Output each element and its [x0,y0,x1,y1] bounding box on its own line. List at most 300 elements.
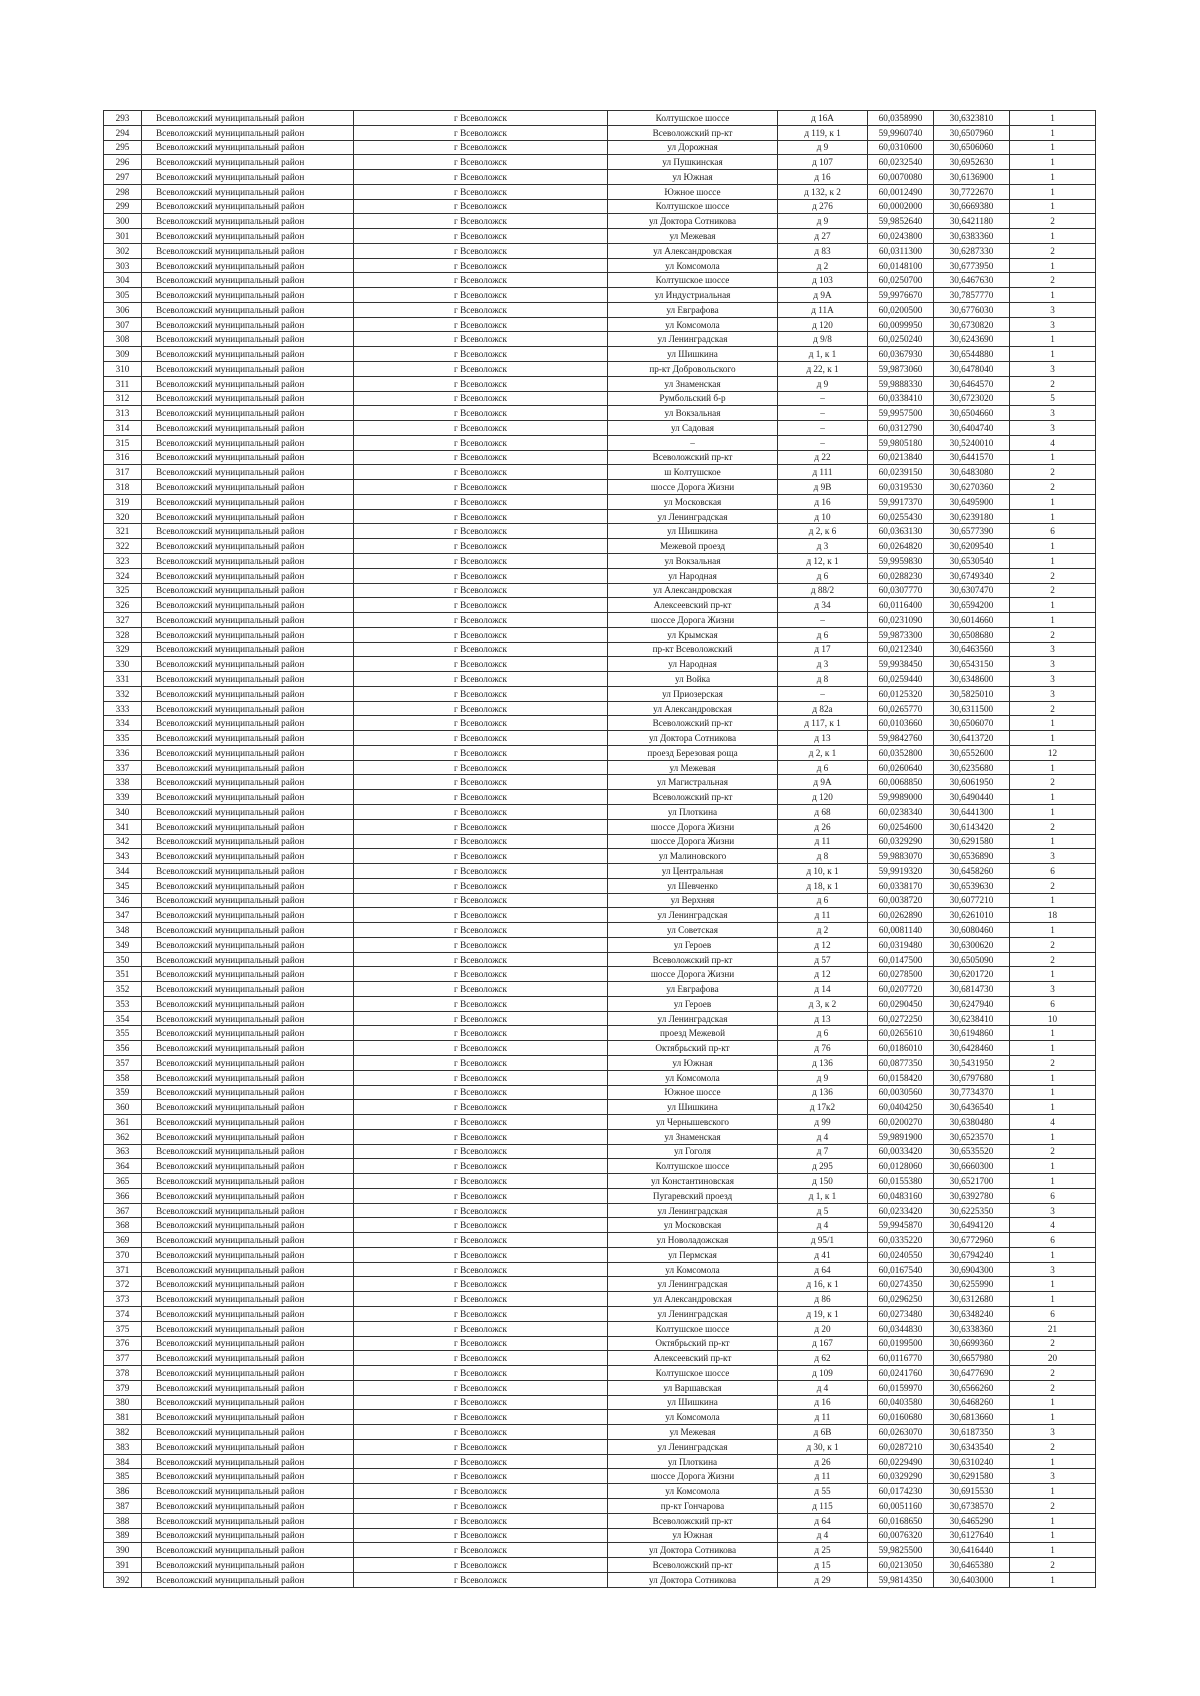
table-row [104,864,1096,879]
count-cell: 1 [1010,1410,1096,1425]
row-number: 350 [104,952,142,967]
district-cell: Всеволожский муниципальный район [142,701,354,716]
count-cell: 6 [1010,864,1096,879]
city-cell: г Всеволожск [354,1410,608,1425]
latitude-cell: 60,0186010 [868,1041,934,1056]
count-cell: 1 [1010,1528,1096,1543]
street-cell: ул Александровская [608,1292,778,1307]
latitude-cell: 60,0274350 [868,1277,934,1292]
city-cell: г Всеволожск [354,317,608,332]
street-cell: ул Чернышевского [608,1115,778,1130]
row-number: 362 [104,1129,142,1144]
longitude-cell: 30,6463560 [934,642,1010,657]
count-cell: 1 [1010,1174,1096,1189]
city-cell: г Всеволожск [354,967,608,982]
house-cell: д 5 [778,1203,868,1218]
street-cell: ул Доктора Сотникова [608,731,778,746]
longitude-cell: 30,6465290 [934,1513,1010,1528]
row-number: 372 [104,1277,142,1292]
latitude-cell: 60,0329290 [868,834,934,849]
house-cell: д 9 [778,376,868,391]
latitude-cell: 59,9814350 [868,1572,934,1587]
district-cell: Всеволожский муниципальный район [142,199,354,214]
city-cell: г Всеволожск [354,1498,608,1513]
street-cell: ул Доктора Сотникова [608,214,778,229]
longitude-cell: 30,6507960 [934,125,1010,140]
count-cell: 2 [1010,243,1096,258]
count-cell: 2 [1010,376,1096,391]
table-row [104,1543,1096,1558]
longitude-cell: 30,6772960 [934,1233,1010,1248]
count-cell: 1 [1010,967,1096,982]
city-cell: г Всеволожск [354,1307,608,1322]
street-cell: Колтушское шоссе [608,199,778,214]
longitude-cell: 30,6813660 [934,1410,1010,1425]
longitude-cell: 30,6312680 [934,1292,1010,1307]
table-row [104,170,1096,185]
house-cell: д 9 [778,1070,868,1085]
city-cell: г Всеволожск [354,1188,608,1203]
street-cell: ул Знаменская [608,376,778,391]
city-cell: г Всеволожск [354,125,608,140]
longitude-cell: 30,6307470 [934,583,1010,598]
city-cell: г Всеволожск [354,1056,608,1071]
table-row [104,1366,1096,1381]
count-cell: 3 [1010,642,1096,657]
city-cell: г Всеволожск [354,1469,608,1484]
house-cell: д 109 [778,1366,868,1381]
table-row [104,775,1096,790]
table-row [104,1410,1096,1425]
house-cell: д 10 [778,509,868,524]
longitude-cell: 30,6261010 [934,908,1010,923]
house-cell: д 3 [778,657,868,672]
district-cell: Всеволожский муниципальный район [142,317,354,332]
city-cell: г Всеволожск [354,716,608,731]
street-cell: ул Ленинградская [608,908,778,923]
row-number: 310 [104,362,142,377]
latitude-cell: 60,0229490 [868,1454,934,1469]
table-row [104,834,1096,849]
city-cell: г Всеволожск [354,170,608,185]
district-cell: Всеволожский муниципальный район [142,1425,354,1440]
longitude-cell: 30,5825010 [934,686,1010,701]
house-cell: д 12 [778,937,868,952]
count-cell: 1 [1010,1292,1096,1307]
city-cell: г Всеволожск [354,1129,608,1144]
latitude-cell: 59,9960740 [868,125,934,140]
city-cell: г Всеволожск [354,1454,608,1469]
district-cell: Всеволожский муниципальный район [142,731,354,746]
longitude-cell: 30,6669380 [934,199,1010,214]
house-cell: д 276 [778,199,868,214]
house-cell: д 1, к 1 [778,347,868,362]
latitude-cell: 60,0068850 [868,775,934,790]
table-row [104,258,1096,273]
latitude-cell: 60,0264820 [868,539,934,554]
table-row [104,1144,1096,1159]
district-cell: Всеволожский муниципальный район [142,937,354,952]
longitude-cell: 30,6749340 [934,568,1010,583]
house-cell: д 9 [778,140,868,155]
row-number: 301 [104,229,142,244]
street-cell: ул Южная [608,1056,778,1071]
house-cell: д 103 [778,273,868,288]
longitude-cell: 30,7857770 [934,288,1010,303]
city-cell: г Всеволожск [354,1159,608,1174]
longitude-cell: 30,7734370 [934,1085,1010,1100]
district-cell: Всеволожский муниципальный район [142,243,354,258]
latitude-cell: 60,0174230 [868,1484,934,1499]
table-row [104,1469,1096,1484]
latitude-cell: 60,0238340 [868,804,934,819]
city-cell: г Всеволожск [354,155,608,170]
longitude-cell: 30,6504660 [934,406,1010,421]
street-cell: ул Константиновская [608,1174,778,1189]
count-cell: 3 [1010,421,1096,436]
latitude-cell: 60,0310600 [868,140,934,155]
row-number: 304 [104,273,142,288]
row-number: 383 [104,1439,142,1454]
latitude-cell: 60,0241760 [868,1366,934,1381]
latitude-cell: 59,9989000 [868,790,934,805]
street-cell: ул Доктора Сотникова [608,1572,778,1587]
house-cell: д 6 [778,1026,868,1041]
latitude-cell: 59,9888330 [868,376,934,391]
city-cell: г Всеволожск [354,1425,608,1440]
district-cell: Всеволожский муниципальный район [142,1307,354,1322]
district-cell: Всеволожский муниципальный район [142,391,354,406]
district-cell: Всеволожский муниципальный район [142,1115,354,1130]
longitude-cell: 30,6225350 [934,1203,1010,1218]
row-number: 302 [104,243,142,258]
district-cell: Всеволожский муниципальный район [142,982,354,997]
latitude-cell: 59,9873300 [868,627,934,642]
latitude-cell: 60,0311300 [868,243,934,258]
longitude-cell: 30,6506070 [934,716,1010,731]
district-cell: Всеволожский муниципальный район [142,745,354,760]
house-cell: д 9В [778,480,868,495]
count-cell: 2 [1010,1336,1096,1351]
latitude-cell: 60,0329290 [868,1469,934,1484]
district-cell: Всеволожский муниципальный район [142,539,354,554]
city-cell: г Всеволожск [354,790,608,805]
house-cell: д 68 [778,804,868,819]
longitude-cell: 30,6490440 [934,790,1010,805]
city-cell: г Всеволожск [354,465,608,480]
count-cell: 1 [1010,539,1096,554]
city-cell: г Всеволожск [354,362,608,377]
latitude-cell: 59,9805180 [868,435,934,450]
count-cell: 1 [1010,923,1096,938]
district-cell: Всеволожский муниципальный район [142,952,354,967]
house-cell: – [778,421,868,436]
latitude-cell: 60,0255430 [868,509,934,524]
district-cell: Всеволожский муниципальный район [142,1513,354,1528]
latitude-cell: 59,9883070 [868,849,934,864]
row-number: 319 [104,494,142,509]
city-cell: г Всеволожск [354,450,608,465]
district-cell: Всеволожский муниципальный район [142,893,354,908]
longitude-cell: 30,6413720 [934,731,1010,746]
house-cell: д 136 [778,1056,868,1071]
table-row [104,790,1096,805]
city-cell: г Всеволожск [354,1336,608,1351]
district-cell: Всеволожский муниципальный район [142,494,354,509]
latitude-cell: 60,0213840 [868,450,934,465]
street-cell: ул Малиновского [608,849,778,864]
street-cell: ул Шишкина [608,524,778,539]
district-cell: Всеволожский муниципальный район [142,1543,354,1558]
row-number: 389 [104,1528,142,1543]
row-number: 334 [104,716,142,731]
house-cell: д 16А [778,111,868,126]
house-cell: д 16 [778,170,868,185]
street-cell: ул Межевая [608,1425,778,1440]
row-number: 373 [104,1292,142,1307]
house-cell: д 41 [778,1247,868,1262]
table-row [104,672,1096,687]
table-row [104,1085,1096,1100]
row-number: 342 [104,834,142,849]
longitude-cell: 30,6421180 [934,214,1010,229]
house-cell: д 6 [778,893,868,908]
street-cell: ул Советская [608,923,778,938]
table-row [104,657,1096,672]
house-cell: д 2, к 6 [778,524,868,539]
house-cell: д 15 [778,1558,868,1573]
row-number: 341 [104,819,142,834]
street-cell: ул Ленинградская [608,332,778,347]
house-cell: д 167 [778,1336,868,1351]
longitude-cell: 30,6536890 [934,849,1010,864]
house-cell: д 3 [778,539,868,554]
count-cell: 6 [1010,1233,1096,1248]
district-cell: Всеволожский муниципальный район [142,1277,354,1292]
district-cell: Всеволожский муниципальный район [142,1292,354,1307]
count-cell: 5 [1010,391,1096,406]
longitude-cell: 30,6577390 [934,524,1010,539]
street-cell: Южное шоссе [608,1085,778,1100]
street-cell: ул Александровская [608,583,778,598]
street-cell: проезд Березовая роща [608,745,778,760]
district-cell: Всеволожский муниципальный район [142,302,354,317]
latitude-cell: 60,0290450 [868,996,934,1011]
table-row [104,613,1096,628]
table-row [104,1159,1096,1174]
city-cell: г Всеволожск [354,1528,608,1543]
longitude-cell: 30,6338360 [934,1321,1010,1336]
district-cell: Всеволожский муниципальный район [142,480,354,495]
row-number: 368 [104,1218,142,1233]
latitude-cell: 60,0128060 [868,1159,934,1174]
row-number: 391 [104,1558,142,1573]
count-cell: 1 [1010,1070,1096,1085]
row-number: 357 [104,1056,142,1071]
district-cell: Всеволожский муниципальный район [142,1159,354,1174]
city-cell: г Всеволожск [354,864,608,879]
count-cell: 2 [1010,1439,1096,1454]
house-cell: д 2 [778,923,868,938]
latitude-cell: 60,0335220 [868,1233,934,1248]
longitude-cell: 30,6521700 [934,1174,1010,1189]
count-cell: 1 [1010,1484,1096,1499]
house-cell: д 16 [778,494,868,509]
latitude-cell: 60,0287210 [868,1439,934,1454]
longitude-cell: 30,5431950 [934,1056,1010,1071]
table-row [104,760,1096,775]
latitude-cell: 60,0038720 [868,893,934,908]
street-cell: ул Комсомола [608,317,778,332]
longitude-cell: 30,6441570 [934,450,1010,465]
house-cell: д 8 [778,849,868,864]
district-cell: Всеволожский муниципальный район [142,1011,354,1026]
table-row [104,1011,1096,1026]
city-cell: г Всеволожск [354,760,608,775]
table-row [104,1336,1096,1351]
district-cell: Всеволожский муниципальный район [142,908,354,923]
count-cell: 1 [1010,804,1096,819]
table-row [104,199,1096,214]
city-cell: г Всеволожск [354,391,608,406]
latitude-cell: 60,0273480 [868,1307,934,1322]
city-cell: г Всеволожск [354,923,608,938]
longitude-cell: 30,6201720 [934,967,1010,982]
house-cell: д 29 [778,1572,868,1587]
longitude-cell: 30,6523570 [934,1129,1010,1144]
city-cell: г Всеволожск [354,1026,608,1041]
longitude-cell: 30,6291580 [934,834,1010,849]
house-cell: д 76 [778,1041,868,1056]
latitude-cell: 60,0155380 [868,1174,934,1189]
table-row [104,1558,1096,1573]
count-cell: 18 [1010,908,1096,923]
street-cell: ул Гоголя [608,1144,778,1159]
table-row [104,1070,1096,1085]
house-cell: д 57 [778,952,868,967]
district-cell: Всеволожский муниципальный район [142,553,354,568]
row-number: 323 [104,553,142,568]
longitude-cell: 30,6235680 [934,760,1010,775]
house-cell: д 22 [778,450,868,465]
latitude-cell: 60,0254600 [868,819,934,834]
house-cell: – [778,435,868,450]
latitude-cell: 59,9873060 [868,362,934,377]
house-cell: д 26 [778,819,868,834]
longitude-cell: 30,6136900 [934,170,1010,185]
table-row [104,893,1096,908]
district-cell: Всеволожский муниципальный район [142,627,354,642]
house-cell: д 17к2 [778,1100,868,1115]
row-number: 346 [104,893,142,908]
table-row [104,1425,1096,1440]
longitude-cell: 30,6508680 [934,627,1010,642]
table-row [104,701,1096,716]
street-cell: Межевой проезд [608,539,778,554]
house-cell: д 27 [778,229,868,244]
house-cell: д 62 [778,1351,868,1366]
district-cell: Всеволожский муниципальный район [142,1395,354,1410]
house-cell: д 9 [778,214,868,229]
street-cell: Колтушское шоссе [608,1321,778,1336]
district-cell: Всеволожский муниципальный район [142,1454,354,1469]
row-number: 359 [104,1085,142,1100]
house-cell: д 6 [778,760,868,775]
district-cell: Всеволожский муниципальный район [142,1558,354,1573]
latitude-cell: 60,0338410 [868,391,934,406]
city-cell: г Всеволожск [354,273,608,288]
street-cell: ул Южная [608,1528,778,1543]
latitude-cell: 60,0012490 [868,184,934,199]
count-cell: 1 [1010,125,1096,140]
district-cell: Всеволожский муниципальный район [142,1262,354,1277]
longitude-cell: 30,6478040 [934,362,1010,377]
city-cell: г Всеволожск [354,672,608,687]
row-number: 377 [104,1351,142,1366]
longitude-cell: 30,6287330 [934,243,1010,258]
district-cell: Всеволожский муниципальный район [142,686,354,701]
count-cell: 2 [1010,1558,1096,1573]
longitude-cell: 30,6441300 [934,804,1010,819]
district-cell: Всеволожский муниципальный район [142,613,354,628]
longitude-cell: 30,6468260 [934,1395,1010,1410]
house-cell: д 64 [778,1262,868,1277]
city-cell: г Всеволожск [354,952,608,967]
house-cell: д 18, к 1 [778,878,868,893]
longitude-cell: 30,6464570 [934,376,1010,391]
city-cell: г Всеволожск [354,332,608,347]
table-row [104,1174,1096,1189]
street-cell: ул Магистральная [608,775,778,790]
longitude-cell: 30,6483080 [934,465,1010,480]
count-cell: 1 [1010,760,1096,775]
table-row [104,819,1096,834]
table-row [104,598,1096,613]
district-cell: Всеволожский муниципальный район [142,716,354,731]
count-cell: 2 [1010,583,1096,598]
count-cell: 2 [1010,568,1096,583]
latitude-cell: 60,0288230 [868,568,934,583]
row-number: 336 [104,745,142,760]
city-cell: г Всеволожск [354,1100,608,1115]
street-cell: – [608,435,778,450]
latitude-cell: 60,0231090 [868,613,934,628]
district-cell: Всеволожский муниципальный район [142,1056,354,1071]
row-number: 338 [104,775,142,790]
district-cell: Всеволожский муниципальный район [142,376,354,391]
table-row [104,1203,1096,1218]
latitude-cell: 60,0200500 [868,302,934,317]
count-cell: 6 [1010,1188,1096,1203]
city-cell: г Всеволожск [354,893,608,908]
street-cell: ул Плоткина [608,1454,778,1469]
house-cell: д 1, к 1 [778,1188,868,1203]
row-number: 303 [104,258,142,273]
count-cell: 1 [1010,1572,1096,1587]
house-cell: д 4 [778,1129,868,1144]
district-cell: Всеволожский муниципальный район [142,849,354,864]
table-row [104,568,1096,583]
district-cell: Всеволожский муниципальный район [142,465,354,480]
latitude-cell: 60,0319480 [868,937,934,952]
latitude-cell: 60,0265610 [868,1026,934,1041]
row-number: 335 [104,731,142,746]
latitude-cell: 60,0200270 [868,1115,934,1130]
district-cell: Всеволожский муниципальный район [142,1233,354,1248]
street-cell: ул Евграфова [608,302,778,317]
district-cell: Всеволожский муниципальный район [142,509,354,524]
city-cell: г Всеволожск [354,494,608,509]
